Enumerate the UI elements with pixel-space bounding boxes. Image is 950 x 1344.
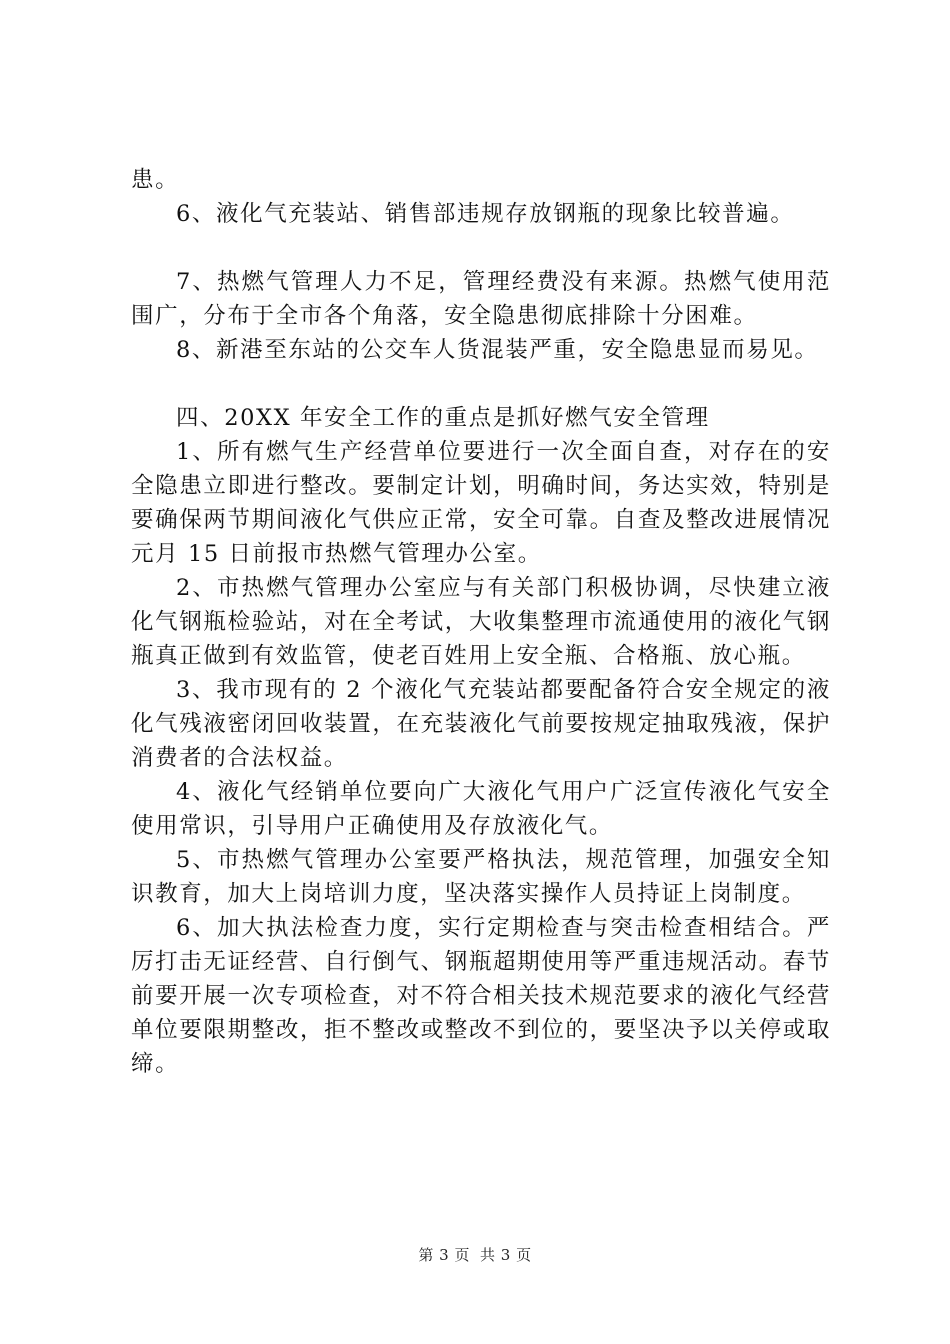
paragraph-task-3: 3、我市现有的 2 个液化气充装站都要配备符合安全规定的液化气残液密闭回收装置，在充装液化气前要按规定抽取残液，保护消费者的合法权益。 (131, 677, 831, 771)
document-body (131, 163, 831, 1081)
paragraph-task-5: 5、市热燃气管理办公室要严格执法，规范管理，加强安全知识教育，加大上岗培训力度，坚决落实操作人员持证上岗制度。 (131, 847, 831, 907)
page-total: 共 3 页 (480, 1246, 532, 1264)
paragraph-task-1: 1、所有燃气生产经营单位要进行一次全面自查，对存在的安全隐患立即进行整改。要制定计划，明确时间，务达实效，特别是要确保两节期间液化气供应正常，安全可靠。自查及整改进展情况元月 15 日前报市热燃气管理办公室。 (131, 439, 831, 567)
section-heading: 四、20XX 年安全工作的重点是抓好燃气安全管理 (176, 405, 710, 431)
page-footer (0, 1244, 950, 1265)
paragraph-continuation: 患。 (131, 167, 180, 193)
paragraph-item-7: 7、热燃气管理人力不足，管理经费没有来源。热燃气使用范围广，分布于全市各个角落，安全隐患彻底排除十分困难。 (131, 269, 831, 329)
paragraph-task-6: 6、加大执法检查力度，实行定期检查与突击检查相结合。严厉打击无证经营、自行倒气、钢瓶超期使用等严重违规活动。春节前要开展一次专项检查，对不符合相关技术规范要求的液化气经营单位要限期整改，拒不整改或整改不到位的，要坚决予以关停或取缔。 (131, 915, 831, 1077)
paragraph-spacer (131, 231, 831, 265)
paragraph-item-6: 6、液化气充装站、销售部违规存放钢瓶的现象比较普遍。 (176, 201, 795, 227)
paragraph-task-4: 4、液化气经销单位要向广大液化气用户广泛宣传液化气安全使用常识，引导用户正确使用及存放液化气。 (131, 779, 831, 839)
page-number: 第 3 页 (418, 1246, 470, 1264)
paragraph-item-8: 8、新港至东站的公交车人货混装严重，安全隐患显而易见。 (176, 337, 819, 363)
paragraph-spacer (131, 367, 831, 401)
paragraph-task-2: 2、市热燃气管理办公室应与有关部门积极协调，尽快建立液化气钢瓶检验站，对在全考试，大收集整理市流通使用的液化气钢瓶真正做到有效监管，使老百姓用上安全瓶、合格瓶、放心瓶。 (131, 575, 831, 669)
